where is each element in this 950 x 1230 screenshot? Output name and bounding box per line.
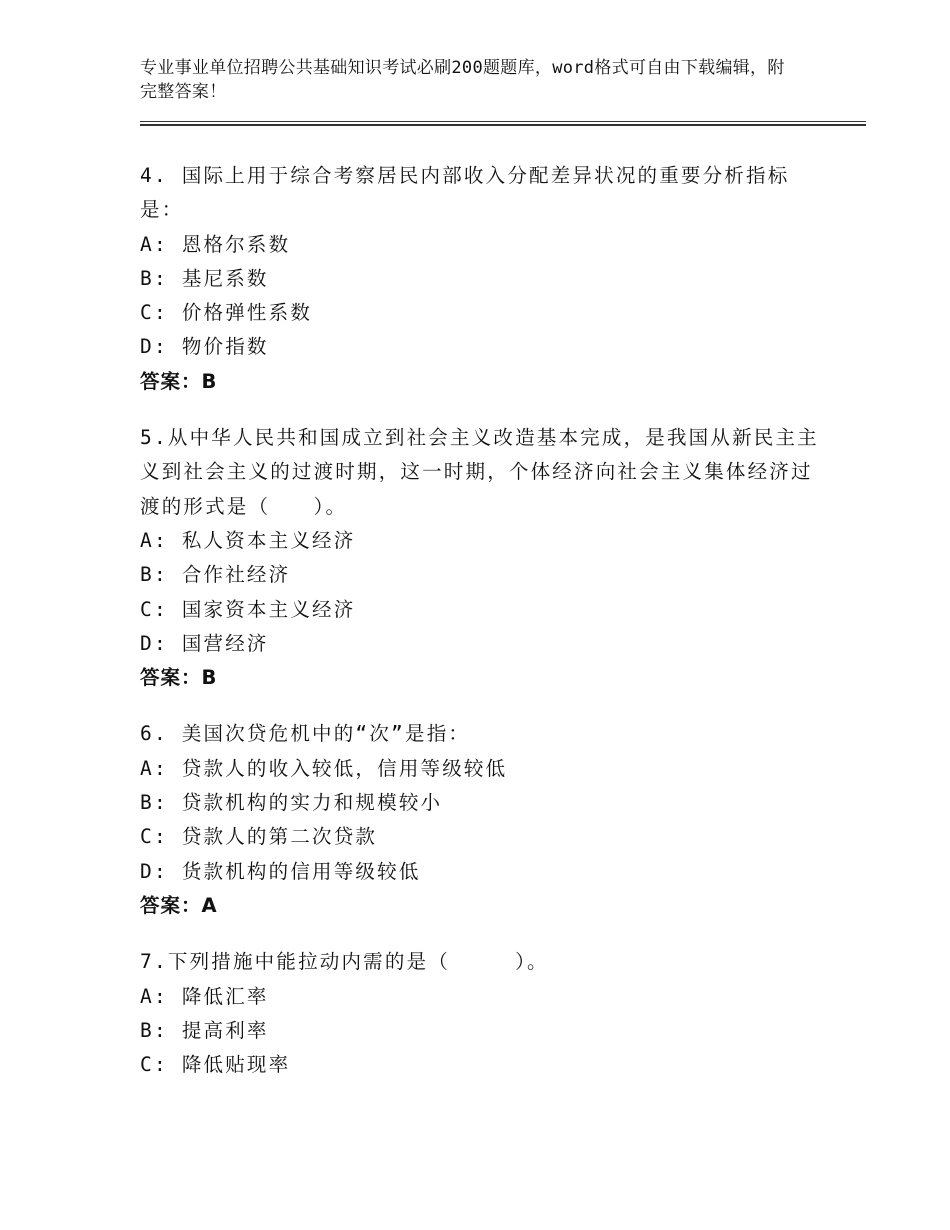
option-b: B: 合作社经济 xyxy=(140,563,291,587)
header-divider xyxy=(140,121,866,122)
question-stem: 5.从中华人民共和国成立到社会主义改造基本完成，是我国从新民主主义到社会主义的过渡时期，这一时期，个体经济向社会主义集体经济过渡的形式是（ ）。 xyxy=(140,426,819,518)
document-header xyxy=(140,56,790,104)
question-stem: 4. 国际上用于综合考察居民内部收入分配差异状况的重要分析指标是： xyxy=(140,164,790,222)
header-text: 专业事业单位招聘公共基础知识考试必刷200题题库，word格式可自由下载编辑，附完整答案！ xyxy=(140,58,785,102)
option-a: A: 私人资本主义经济 xyxy=(140,528,356,552)
question-item-5 xyxy=(140,421,820,695)
option-a: A: 降低汇率 xyxy=(140,984,269,1008)
answer-label: 答案：A xyxy=(140,893,218,917)
option-c: C: 价格弹性系数 xyxy=(140,301,313,325)
option-a: A: 贷款人的收入较低，信用等级较低 xyxy=(140,756,508,780)
question-stem: 7.下列措施中能拉动内需的是（ ）。 xyxy=(140,950,549,974)
option-b: B: 基尼系数 xyxy=(140,266,269,290)
answer-label: 答案：B xyxy=(140,369,218,393)
answer-label: 答案：B xyxy=(140,666,218,690)
header-divider-thick xyxy=(140,124,866,126)
option-b: B: 提高利率 xyxy=(140,1018,269,1042)
option-c: C: 国家资本主义经济 xyxy=(140,597,356,621)
option-d: D: 物价指数 xyxy=(140,335,269,359)
option-a: A: 恩格尔系数 xyxy=(140,232,291,256)
question-list xyxy=(140,159,820,1082)
option-b: B: 贷款机构的实力和规模较小 xyxy=(140,791,443,815)
question-stem: 6. 美国次贷危机中的“次”是指： xyxy=(140,722,471,746)
question-item-4 xyxy=(140,159,820,399)
option-c: C: 降低贴现率 xyxy=(140,1053,291,1077)
option-d: D: 货款机构的信用等级较低 xyxy=(140,859,421,883)
question-item-7 xyxy=(140,945,820,1082)
option-c: C: 贷款人的第二次贷款 xyxy=(140,825,378,849)
question-item-6 xyxy=(140,717,820,923)
option-d: D: 国营经济 xyxy=(140,631,269,655)
